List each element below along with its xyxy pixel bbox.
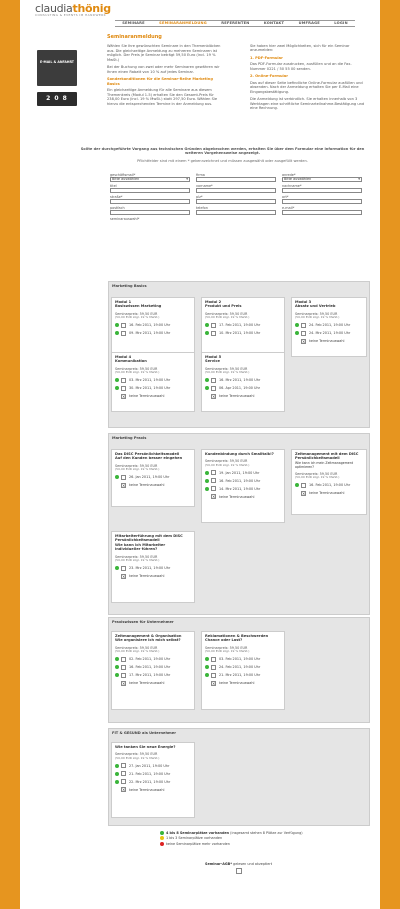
card-subtitle: Absatz und Vertrieb (295, 304, 336, 309)
card-zeitmanagement-organisation (111, 631, 195, 710)
intro-text-2: Bei der Buchung von zwei oder mehr Seminaren gewähren wir Ihnen einen Rabatt von 10 % auf jedes Seminar. (107, 65, 220, 74)
intro-text-1: Wählen Sie Ihre gewünschten Seminare in den Themenblöcken aus. Die gleichzeitige Anmeldung zu mehreren Seminaren ist möglich. Der Preis je Seminar beträgt 59,50 Euro (incl. 19 % MwSt.) (107, 44, 221, 62)
geschaeftsmail-select[interactable]: Bitte auswählen ▾ (110, 177, 190, 182)
no-date-option[interactable]: × keine Terminauswahl (211, 394, 281, 399)
date-checkbox[interactable] (211, 657, 216, 662)
date-checkbox[interactable] (121, 323, 126, 328)
card-price: Seminarpreis: 59,50 EUR (50,00 EUR zzgl. 19 % MwSt.) (115, 366, 160, 375)
card-smalltalk (201, 449, 285, 523)
card-price: Seminarpreis: 59,50 EUR (50,00 EUR zzgl. 19 % MwSt.) (115, 311, 160, 320)
nav-seminare[interactable]: SEMINARE (122, 21, 145, 26)
card-title: Modul 1 (115, 300, 132, 304)
label-firma: firma (196, 173, 205, 177)
card-subtitle: Basiswissen Marketing (115, 304, 162, 309)
available-indicator-icon (205, 673, 209, 677)
date-option[interactable]: 10. Mrz 2011, 19:00 Uhr (205, 331, 281, 336)
card-zeitmanagement-disc (291, 449, 367, 515)
date-option[interactable]: 27. Jan 2011, 19:00 Uhr (115, 763, 191, 768)
label-strasse: straße* (110, 195, 123, 199)
date-checkbox[interactable] (301, 323, 306, 328)
available-indicator-icon (115, 378, 119, 382)
date-checkbox[interactable] (211, 486, 216, 491)
available-indicator-icon (115, 780, 119, 784)
date-checkbox[interactable] (211, 323, 216, 328)
card-subtitle: Chance oder Last? (205, 638, 243, 643)
section-title: FIT & GESUND als Unternehmer (112, 731, 176, 735)
availability-legend (160, 831, 303, 847)
card-title: Modul 4 (115, 355, 132, 359)
label-vorname: vorname* (196, 184, 213, 188)
brand-name: claudiathönig (35, 2, 111, 15)
date-checkbox[interactable] (121, 378, 126, 383)
strasse-input[interactable] (110, 199, 190, 204)
brand-tagline: CONSULTING & EVENTS IM HANDWERK (35, 13, 106, 17)
date-checkbox[interactable] (211, 378, 216, 383)
date-option[interactable]: 16. Feb 2011, 19:00 Uhr (205, 478, 281, 483)
available-indicator-icon (115, 331, 119, 335)
ort-input[interactable] (282, 199, 362, 204)
intro-text-4: Ein gleichzeitige Anmeldung für alle Seminare aus diesem Themenkreis (Modul 1-5) erhalten Sie den Gesamt-Preis für 238,00 Euro (incl. 19 % MwSt.) statt 297,50 Euro. Wählen Sie hierzu die entsprechenden Termine in der Anmeldung aus. (107, 88, 218, 106)
section-title: Marketing Basics (112, 284, 147, 288)
green-dot-icon (160, 831, 164, 835)
available-indicator-icon (115, 475, 119, 479)
no-date-option[interactable]: × keine Terminauswahl (301, 491, 363, 496)
card-price: Seminarpreis: 59,50 EUR (50,00 EUR zzgl. 19 % MwSt.) (205, 645, 250, 654)
label-telefon: telefon (196, 206, 208, 210)
available-indicator-icon (295, 331, 299, 335)
postfach-input[interactable] (110, 210, 190, 215)
card-title: Modul 5 (205, 355, 222, 359)
card-subtitle: Wie kann ich Mitarbeiter individueller führen? (115, 542, 166, 552)
agb-link[interactable]: Seminar-AGB* (205, 862, 232, 866)
date-option[interactable]: 21. Mrz 2011, 19:00 Uhr (205, 673, 281, 678)
card-disc (111, 449, 195, 507)
card-price: Seminarpreis: 59,50 EUR (50,00 EUR zzgl. 19 % MwSt.) (295, 311, 340, 320)
date-option[interactable]: 03. Feb 2011, 19:00 Uhr (205, 657, 281, 662)
intro-right-text: Sie haben hier zwei Möglichkeiten, sich für ein Seminar anzumelden: (250, 44, 350, 53)
date-checkbox[interactable] (121, 771, 126, 776)
intro-right (250, 44, 365, 114)
label-titel: titel (110, 184, 117, 188)
available-indicator-icon (295, 483, 299, 487)
nav-login[interactable]: LOGIN (334, 21, 348, 26)
card-title: Reklamationen & Beschwerden (205, 634, 269, 638)
section-title: Marketing Praxis (112, 436, 147, 440)
required-note: Pflichtfelder sind mit einem * gekennzeichnet und müssen ausgewählt oder ausgefüllt werden. (137, 158, 308, 163)
yellow-dot-icon (160, 836, 164, 840)
card-price: Seminarpreis: 59,50 EUR (50,00 EUR zzgl. 19 % MwSt.) (115, 645, 160, 654)
available-indicator-icon (205, 323, 209, 327)
date-option[interactable]: 16. Feb 2011, 19:00 Uhr (295, 483, 363, 488)
date-option[interactable]: 24. Mrz 2011, 19:00 Uhr (295, 331, 363, 336)
pdf-form-text: Das PDF-Formular ausdrucken, ausfüllen und an die Fax-Nummer 0221 / 50 55 00 senden. (250, 62, 352, 71)
date-option[interactable]: 03. Mrz 2011, 19:00 Uhr (115, 378, 191, 383)
label-nachname: nachname* (282, 184, 302, 188)
card-price: Seminarpreis: 59,50 EUR (50,00 EUR zzgl. 19 % MwSt.) (115, 554, 160, 563)
available-indicator-icon (115, 673, 119, 677)
date-option[interactable]: 06. Apr 2011, 19:00 Uhr (205, 386, 281, 391)
date-option[interactable]: 24. Feb 2011, 19:00 Uhr (295, 323, 363, 328)
card-modul-3 (291, 297, 367, 357)
date-checkbox[interactable] (211, 673, 216, 678)
date-option[interactable]: 16. Mrz 2011, 19:00 Uhr (205, 378, 281, 383)
date-checkbox[interactable] (301, 483, 306, 488)
card-modul-2 (201, 297, 285, 357)
legend-yellow: 1 bis 3 Seminarplätze vorhanden (166, 836, 223, 841)
card-price: Seminarpreis: 59,50 EUR (50,00 EUR zzgl. 19 % MwSt.) (205, 459, 250, 467)
no-date-option[interactable]: × keine Terminauswahl (211, 494, 281, 499)
available-indicator-icon (205, 479, 209, 483)
no-date-checkbox[interactable] (121, 394, 126, 399)
red-dot-icon (160, 842, 164, 846)
date-option[interactable]: 17. Mrz 2011, 19:00 Uhr (115, 673, 191, 678)
card-subtitle: Wie organisiere ich mich selbst? (115, 638, 181, 643)
date-checkbox[interactable] (121, 779, 126, 784)
email-input[interactable] (282, 210, 362, 215)
notice-text: Sollte der durchgeführte Vorgang aus technischen Gründen abgebrochen werden, erhalten Sie über dem Formular eine Information für den weiteren Vorgehensweise angezeigt. (80, 147, 365, 156)
date-checkbox[interactable] (211, 665, 216, 670)
page-title: Seminaranmeldung (107, 34, 162, 40)
no-date-option[interactable]: × keine Terminauswahl (121, 787, 191, 792)
available-indicator-icon (115, 386, 119, 390)
binding-text: Die Anmeldung ist verbindlich. Sie erhalten innerhalb von 3 Werktagen eine schriftliche Seminarteilnahme-Bestätigung und eine Rechnung. (250, 97, 365, 111)
date-checkbox[interactable] (121, 665, 126, 670)
intro-sonderkonditionen: Sonderkonditionen für die Seminar-Reihe Marketing Basics (107, 77, 213, 86)
card-modul-4 (111, 352, 195, 412)
available-indicator-icon (205, 331, 209, 335)
available-indicator-icon (115, 665, 119, 669)
date-checkbox[interactable] (211, 331, 216, 336)
card-price: Seminarpreis: 59,50 EUR (50,00 EUR zzgl. 19 % MwSt.) (115, 463, 160, 472)
no-date-checkbox[interactable] (301, 491, 306, 496)
date-checkbox[interactable] (211, 470, 216, 475)
legend-red: keine Seminarplätze mehr vorhanden (166, 841, 230, 846)
date-option[interactable]: 21. Feb 2011, 19:00 Uhr (115, 771, 191, 776)
label-geschaeftsmail: geschäftsmail* (110, 173, 136, 177)
date-option[interactable]: 02. Feb 2011, 19:00 Uhr (115, 657, 191, 662)
page (20, 0, 380, 909)
telefon-input[interactable] (196, 210, 276, 215)
date-checkbox[interactable] (121, 673, 126, 678)
plz-input[interactable] (196, 199, 276, 204)
date-checkbox[interactable] (211, 478, 216, 483)
label-email: e-mail* (282, 206, 295, 210)
anrede-select[interactable]: Bitte auswählen ▾ (282, 177, 362, 182)
card-title: Mitarbeiterführung mit dem DISC Persönlichkeitsmodell (115, 534, 183, 543)
date-option[interactable]: 24. Feb 2011, 19:00 Uhr (205, 665, 281, 670)
nav-referenten[interactable]: REFERENTEN (221, 21, 250, 26)
date-checkbox[interactable] (301, 331, 306, 336)
available-indicator-icon (115, 772, 119, 776)
logo[interactable] (35, 3, 111, 18)
card-price: Seminarpreis: 59,50 EUR (50,00 EUR zzgl. 19 % MwSt.) (205, 366, 250, 375)
no-date-option[interactable]: × keine Terminauswahl (301, 339, 363, 344)
pdf-form-heading[interactable]: 1. PDF-Formular (250, 55, 283, 60)
no-date-option[interactable]: × keine Terminauswahl (121, 483, 191, 488)
available-indicator-icon (205, 657, 209, 661)
nav-kontakt[interactable]: KONTAKT (263, 21, 285, 26)
card-title: Das DISC Persönlichkeitsmodell (115, 452, 180, 456)
card-price: Seminarpreis: 59,50 EUR (50,00 EUR zzgl. 19 % MwSt.) (115, 752, 160, 760)
technical-notice (80, 147, 365, 163)
card-subtitle: Service (205, 359, 220, 364)
online-form-heading: 2. Online-Formular (250, 74, 288, 79)
agb-acceptance (205, 862, 272, 874)
date-checkbox[interactable] (121, 566, 126, 571)
date-option[interactable]: 16. Feb 2011, 19:00 Uhr (115, 665, 191, 670)
no-date-checkbox[interactable] (211, 394, 216, 399)
date-checkbox[interactable] (121, 763, 126, 768)
card-reklamationen (201, 631, 285, 710)
card-subtitle: Auf den Kunden besser eingehen (115, 456, 183, 461)
label-postfach: postfach (110, 206, 125, 210)
available-indicator-icon (295, 323, 299, 327)
date-checkbox[interactable] (121, 331, 126, 336)
card-title: Wie tanken Sie neue Energie? (115, 745, 176, 749)
sidebar (37, 50, 77, 106)
nachname-input[interactable] (282, 188, 362, 193)
available-indicator-icon (115, 323, 119, 327)
label-anrede: anrede* (282, 173, 296, 177)
main-nav (115, 20, 355, 27)
card-modul-1 (111, 297, 195, 357)
no-date-checkbox[interactable] (121, 681, 126, 686)
no-date-option[interactable]: × keine Terminauswahl (211, 681, 281, 686)
card-title: Modul 2 (205, 300, 222, 304)
nav-seminaranmeldung[interactable]: SEMINARANMELDUNG (159, 21, 207, 26)
card-modul-5 (201, 352, 285, 412)
no-date-checkbox[interactable] (121, 483, 126, 488)
card-price: Seminarpreis: 59,50 EUR (50,00 EUR zzgl. 19 % MwSt.) (295, 471, 340, 480)
email-anfahrt-box[interactable]: E-MAIL & ANFAHRT (37, 50, 77, 86)
card-title: Modul 3 (295, 300, 312, 304)
card-subtitle: Kommunikation (115, 359, 147, 364)
no-date-checkbox[interactable] (211, 494, 216, 499)
date-option[interactable]: 14. Mrz 2011, 19:00 Uhr (205, 486, 281, 491)
date-checkbox[interactable] (121, 386, 126, 391)
available-indicator-icon (205, 665, 209, 669)
no-date-checkbox[interactable] (121, 787, 126, 792)
online-form-text: Das auf dieser Seite befindliche Online-Formular ausfüllen und absenden. Nach der Anmeldung erhalten Sie per E-Mail eine Eingangsbestätigung. (250, 80, 363, 94)
available-indicator-icon (115, 657, 119, 661)
intro-left (107, 34, 222, 109)
no-date-checkbox[interactable] (211, 681, 216, 686)
card-title: Zeitmanagement mit dem DISC Persönlichkeitsmodell (295, 452, 359, 461)
date-checkbox[interactable] (121, 475, 126, 480)
badge-box[interactable]: 2 0 8 (37, 92, 77, 106)
available-indicator-icon (205, 386, 209, 390)
date-checkbox[interactable] (211, 386, 216, 391)
nav-umfrage[interactable]: UMFRAGE (298, 21, 320, 26)
date-option[interactable]: 17. Feb 2011, 19:00 Uhr (205, 323, 281, 328)
date-option[interactable]: 09. Mrz 2011, 19:00 Uhr (115, 331, 191, 336)
date-option[interactable]: 26. Jan 2011, 19:00 Uhr (115, 475, 191, 480)
registration-form (110, 173, 365, 223)
available-indicator-icon (205, 471, 209, 475)
card-title: Kundenbindung durch Smalltalk!? (205, 452, 274, 456)
legend-green: 4 bis 8 Seminarplätze vorhanden (166, 831, 230, 835)
date-option[interactable]: 22. Mrz 2011, 19:00 Uhr (115, 779, 191, 784)
no-date-checkbox[interactable] (121, 574, 126, 579)
available-indicator-icon (115, 566, 119, 570)
available-indicator-icon (205, 378, 209, 382)
legend-green-note: (insgesamt stehen 8 Plätze zur Verfügung) (229, 831, 303, 835)
date-option[interactable]: 19. Jan 2011, 19:00 Uhr (205, 470, 281, 475)
firma-input[interactable] (196, 177, 276, 182)
card-subtitle: Wie kann ich mein Zeitmanagement optimieren? (295, 460, 354, 469)
label-ort: ort* (282, 195, 289, 199)
no-date-checkbox[interactable] (301, 339, 306, 344)
available-indicator-icon (115, 764, 119, 768)
no-date-option[interactable]: × keine Terminauswahl (121, 574, 191, 579)
agb-text: gelesen und akzeptiert (231, 862, 273, 866)
agb-checkbox[interactable] (236, 868, 242, 874)
no-date-option[interactable]: × keine Terminauswahl (121, 394, 191, 399)
date-option[interactable]: 30. Mrz 2011, 19:00 Uhr (115, 386, 191, 391)
label-seminarauswahl: seminarauswahl* (110, 217, 140, 221)
date-option[interactable]: 23. Mrz 2011, 19:00 Uhr (115, 566, 191, 571)
card-price: Seminarpreis: 59,50 EUR (50,00 EUR zzgl. 19 % MwSt.) (205, 311, 250, 320)
vorname-input[interactable] (196, 188, 276, 193)
available-indicator-icon (205, 487, 209, 491)
label-plz: plz* (196, 195, 203, 199)
date-option[interactable]: 16. Feb 2011, 19:00 Uhr (115, 323, 191, 328)
date-checkbox[interactable] (121, 657, 126, 662)
section-title: Praxiswissen für Unternehmer (112, 620, 174, 624)
card-title: Zeitmanagement & Organisation (115, 634, 182, 638)
no-date-option[interactable]: × keine Terminauswahl (121, 681, 191, 686)
card-mitarbeiterfuehrung (111, 531, 195, 603)
card-subtitle: Produkt und Preis (205, 304, 242, 309)
titel-input[interactable] (110, 188, 190, 193)
card-neue-energie (111, 742, 195, 818)
